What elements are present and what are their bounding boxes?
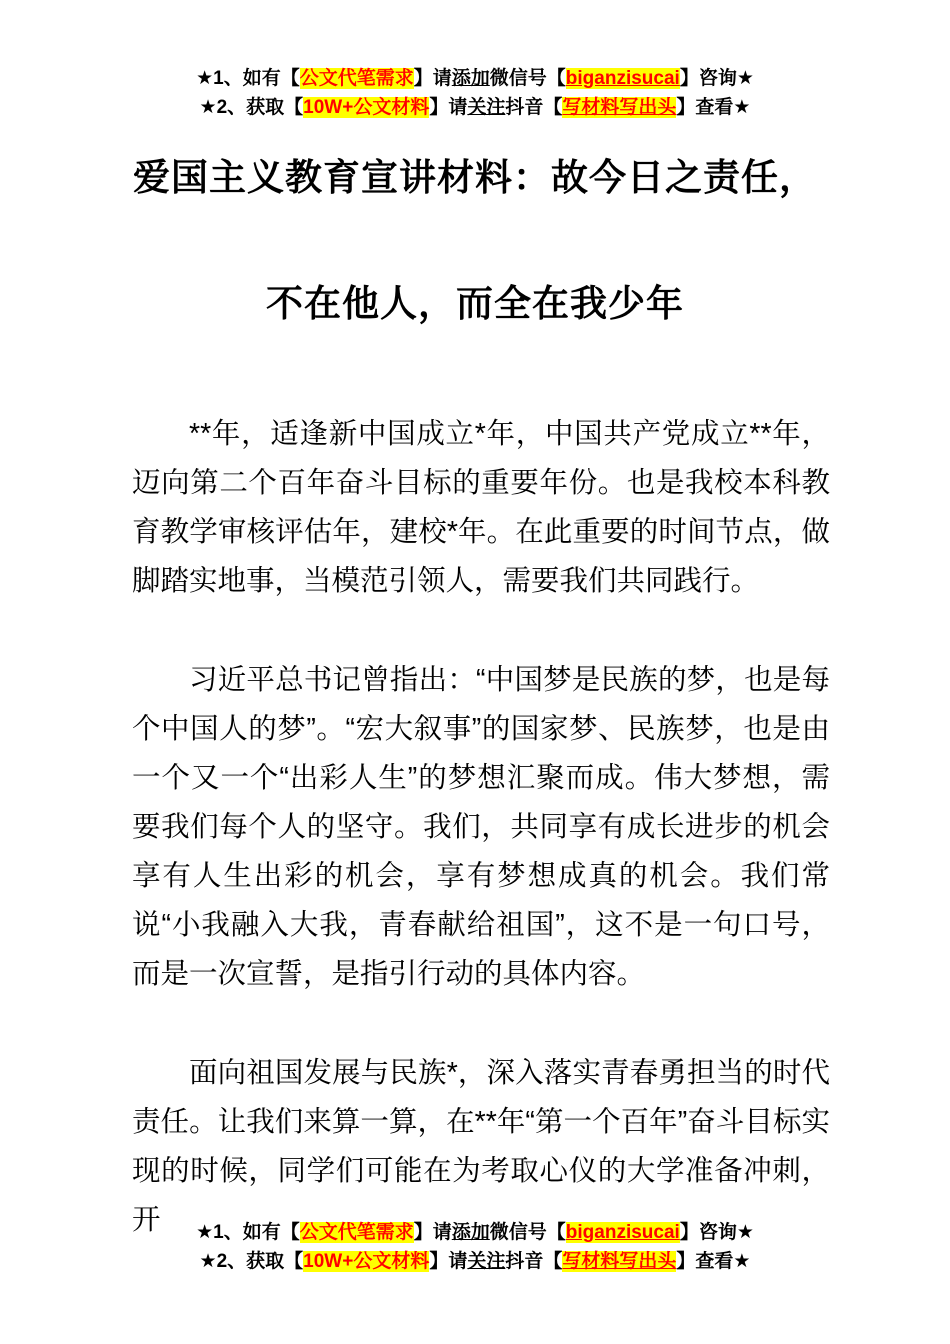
promo-highlight-writing-service: 公文代笔需求 <box>299 68 414 89</box>
doc-title <box>0 156 950 326</box>
promo-text: ★2、获取【 <box>199 1251 304 1272</box>
promo-text: 抖音【 <box>505 97 563 118</box>
promo-underline-add: 添加 <box>451 1222 490 1243</box>
promo-line-2 <box>0 93 950 122</box>
promo-text: 】请 <box>413 1222 452 1243</box>
promo-underline-follow: 关注 <box>467 1251 506 1272</box>
promo-text: 】咨询★ <box>679 68 754 89</box>
promo-text: ★1、如有【 <box>196 68 300 89</box>
doc-title-line-2: 不在他人，而全在我少年 <box>266 283 684 324</box>
promo-highlight-materials: 10W+公文材料 <box>303 97 430 118</box>
body-paragraph-1: **年，适逢新中国成立*年，中国共产党成立**年，迈向第二个百年奋斗目标的重要年份。也是我校本科教育教学审核评估年，建校*年。在此重要的时间节点，做脚踏实地事，当模范引领人，需要我们共同践行。 <box>132 418 830 597</box>
promo-highlight-wechat-id: biganzisucai <box>565 1222 680 1243</box>
promo-line-1 <box>0 1218 950 1247</box>
promo-highlight-writing-service: 公文代笔需求 <box>299 1222 414 1243</box>
promo-banner-bottom <box>0 1218 950 1276</box>
promo-text: 】查看★ <box>676 1251 751 1272</box>
promo-underline-add: 添加 <box>451 68 490 89</box>
promo-highlight-douyin-id: 写材料写出头 <box>562 97 677 118</box>
promo-text: 】请 <box>429 97 468 118</box>
promo-highlight-douyin-id: 写材料写出头 <box>562 1251 677 1272</box>
promo-underline-follow: 关注 <box>467 97 506 118</box>
promo-text: ★2、获取【 <box>199 97 304 118</box>
promo-text: 微信号【 <box>489 1222 566 1243</box>
promo-text: 抖音【 <box>505 1251 563 1272</box>
body-paragraph-3: 面向祖国发展与民族*，深入落实青春勇担当的时代责任。让我们来算一算，在**年“第一个百年”奋斗目标实现的时候，同学们可能在为考取心仪的大学准备冲刺，开 <box>132 1057 830 1236</box>
promo-text: 】查看★ <box>676 97 751 118</box>
promo-highlight-materials: 10W+公文材料 <box>303 1251 430 1272</box>
body-paragraph-2: 习近平总书记曾指出：“中国梦是民族的梦，也是每个中国人的梦”。“宏大叙事”的国家梦、民族梦，也是由一个又一个“出彩人生”的梦想汇聚而成。伟大梦想，需要我们每个人的坚守。我们，共同享有成长进步的机会享有人生出彩的机会，享有梦想成真的机会。我们常说“小我融入大我，青春献给祖国”，这不是一句口号，而是一次宣誓，是指引行动的具体内容。 <box>132 664 830 990</box>
promo-text: 】请 <box>429 1251 468 1272</box>
promo-text: 】请 <box>413 68 452 89</box>
promo-banner-top <box>0 0 950 122</box>
doc-body <box>0 410 950 1245</box>
promo-text: 微信号【 <box>489 68 566 89</box>
promo-line-2 <box>0 1247 950 1276</box>
promo-text: ★1、如有【 <box>196 1222 300 1243</box>
promo-highlight-wechat-id: biganzisucai <box>565 68 680 89</box>
doc-title-line-1: 爱国主义教育宣讲材料：故今日之责任， <box>133 157 817 198</box>
promo-text: 】咨询★ <box>679 1222 754 1243</box>
promo-line-1 <box>0 64 950 93</box>
